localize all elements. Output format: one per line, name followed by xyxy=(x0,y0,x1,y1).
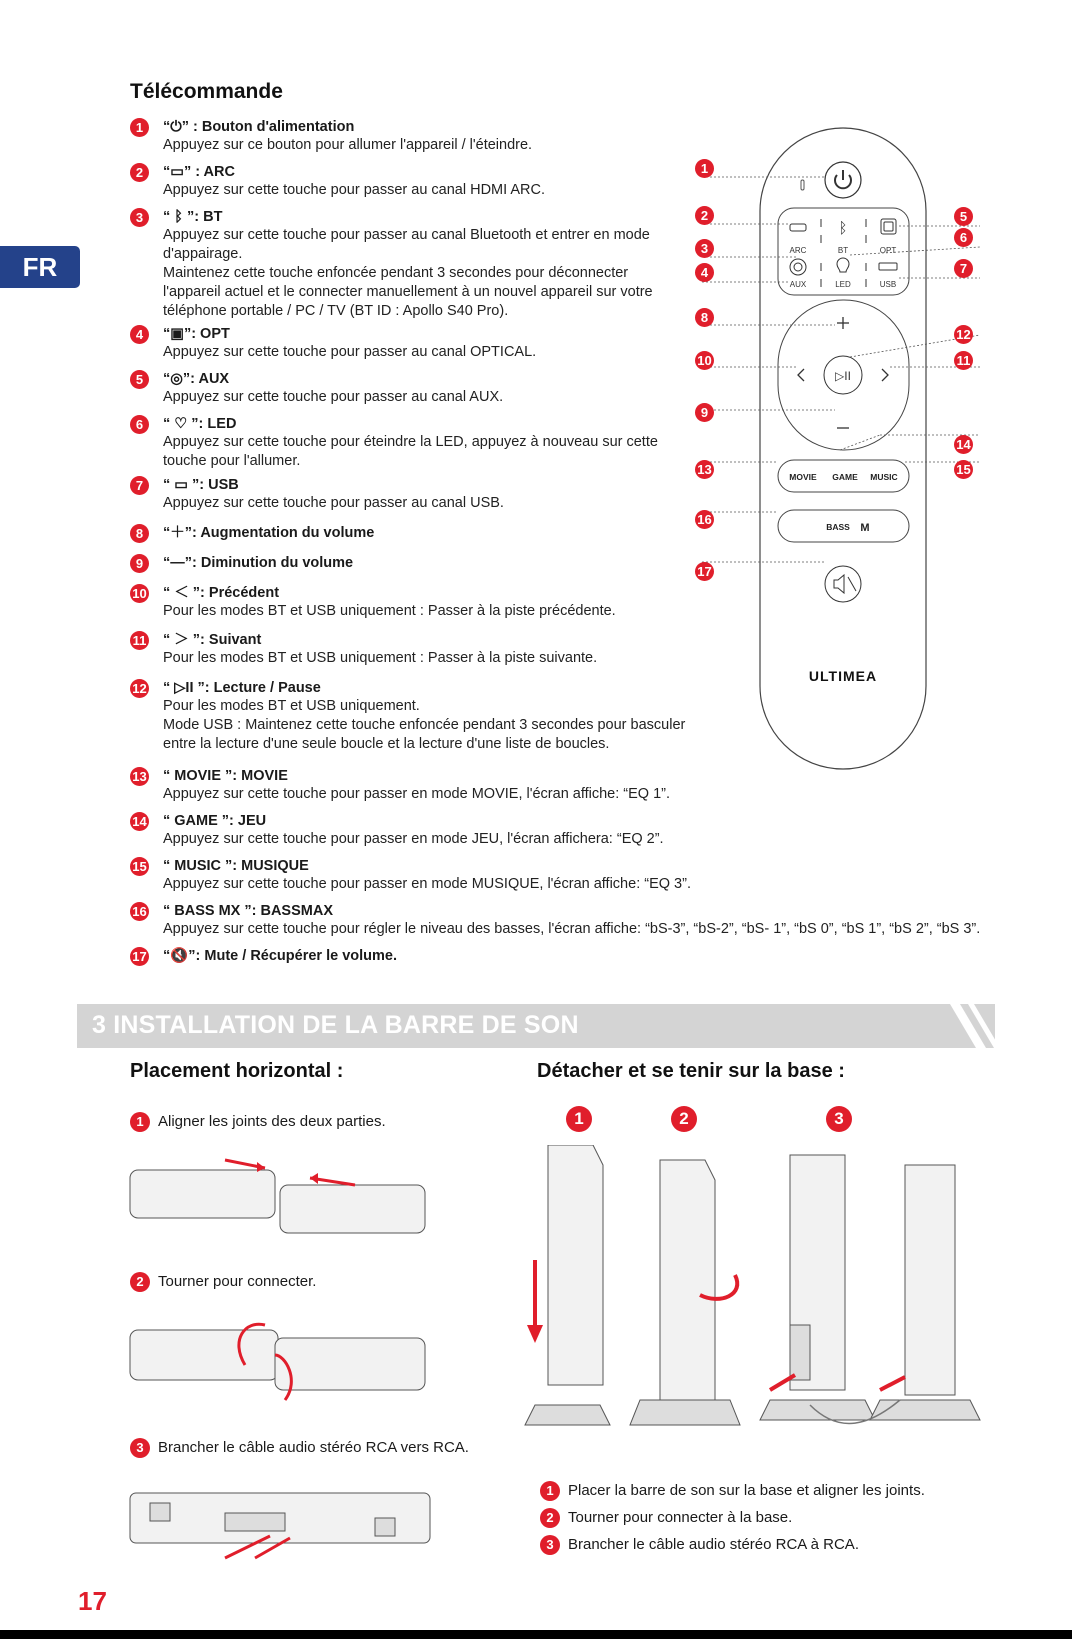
item-number: 3 xyxy=(130,208,149,227)
item-desc-line: Pour les modes BT et USB uniquement : Passer à la piste suivante. xyxy=(163,650,598,666)
item-desc-line: Appuyez sur ce bouton pour allumer l'appareil / l'éteindre. xyxy=(163,137,533,153)
svg-text:ᛒ: ᛒ xyxy=(838,220,848,237)
step-text: Tourner pour connecter. xyxy=(158,1272,317,1290)
item-number: 1 xyxy=(130,118,149,137)
item-title: “ ＞ ”: Suivant xyxy=(163,632,262,648)
item-desc-line: Pour les modes BT et USB uniquement : Passer à la piste précédente. xyxy=(163,603,616,619)
led-label: LED xyxy=(835,280,851,289)
item-number: 13 xyxy=(130,767,149,786)
item-desc-line: téléphone portable / PC / TV (BT ID : Apollo S40 Pro). xyxy=(163,303,509,319)
step-text: Brancher le câble audio stéréo RCA vers RCA. xyxy=(158,1438,469,1456)
item-desc-line: touche pour l'allumer. xyxy=(163,453,301,469)
aux-label: AUX xyxy=(789,280,807,289)
opt-label: OPT xyxy=(879,246,897,255)
vertical-stand-illustration xyxy=(520,1145,990,1445)
item-title: “ ᛒ ”: BT xyxy=(163,209,223,225)
item-number: 16 xyxy=(130,902,149,921)
vertical-step-1 xyxy=(540,1481,925,1501)
item-title: “▭” : ARC xyxy=(163,164,235,180)
callout-1: 1 xyxy=(695,159,714,178)
item-desc-line: Appuyez sur cette touche pour passer au canal Bluetooth et entrer en mode xyxy=(163,227,650,243)
callout-5: 5 xyxy=(954,207,973,226)
callout-17: 17 xyxy=(695,562,714,581)
item-title: “＋”: Augmentation du volume xyxy=(163,525,375,541)
item-title: “ ▭ ”: USB xyxy=(163,477,239,493)
item-desc-line: Appuyez sur cette touche pour passer au canal HDMI ARC. xyxy=(163,182,546,198)
horizontal-title: Placement horizontal : xyxy=(130,1060,344,1082)
figure-number-3: 3 xyxy=(826,1106,852,1132)
item-title: “ MUSIC ”: MUSIQUE xyxy=(163,858,309,874)
svg-text:M: M xyxy=(860,522,870,534)
step-text: Brancher le câble audio stéréo RCA à RCA. xyxy=(568,1535,859,1553)
figure-number-1: 1 xyxy=(566,1106,592,1132)
item-number: 5 xyxy=(130,370,149,389)
callout-13: 13 xyxy=(695,460,714,479)
item-number: 7 xyxy=(130,476,149,495)
item-desc-line: Mode USB : Maintenez cette touche enfoncée pendant 3 secondes pour basculer xyxy=(163,717,686,733)
brand-label: ULTIMEA xyxy=(808,668,878,684)
svg-text:▷II: ▷II xyxy=(835,369,851,383)
bass-label: BASS xyxy=(826,522,850,532)
callout-8: 8 xyxy=(695,308,714,327)
item-number: 9 xyxy=(130,554,149,573)
install-section-title: 3 INSTALLATION DE LA BARRE DE SON xyxy=(92,1011,579,1039)
align-parts-illustration xyxy=(125,1150,445,1245)
step-number: 1 xyxy=(540,1481,560,1501)
item-title: “ BASS MX ”: BASSMAX xyxy=(163,903,333,919)
callout-9: 9 xyxy=(695,403,714,422)
item-number: 14 xyxy=(130,812,149,831)
bt-label: BT xyxy=(837,246,849,255)
bottom-rule xyxy=(0,1630,1072,1639)
vertical-step-2 xyxy=(540,1508,792,1528)
step-text: Aligner les joints des deux parties. xyxy=(158,1112,386,1130)
item-number: 15 xyxy=(130,857,149,876)
callout-2: 2 xyxy=(695,206,714,225)
item-title: “▣”: OPT xyxy=(163,326,230,342)
item-number: 4 xyxy=(130,325,149,344)
item-number: 8 xyxy=(130,524,149,543)
usb-label: USB xyxy=(879,280,897,289)
item-number: 10 xyxy=(130,584,149,603)
remote-section-title: Télécommande xyxy=(130,80,283,103)
item-title: “ ♡ ”: LED xyxy=(163,416,237,432)
horizontal-step-1 xyxy=(130,1112,386,1132)
callout-3: 3 xyxy=(695,239,714,258)
callout-15: 15 xyxy=(954,460,973,479)
item-desc-line: entre la lecture d'une seule boucle et la lecture d'une liste de boucles. xyxy=(163,736,610,752)
horizontal-step-2 xyxy=(130,1272,316,1292)
item-desc-line: Appuyez sur cette touche pour passer en mode MUSIQUE, l'écran affiche: “EQ 3”. xyxy=(163,876,691,892)
rotate-connect-illustration xyxy=(125,1310,445,1420)
item-number: 12 xyxy=(130,679,149,698)
item-title: “◎”: AUX xyxy=(163,371,230,387)
step-text: Tourner pour connecter à la base. xyxy=(568,1508,793,1526)
band-stripes-icon xyxy=(950,1004,1000,1048)
horizontal-step-3 xyxy=(130,1438,469,1458)
step-text: Placer la barre de son sur la base et aligner les joints. xyxy=(568,1481,925,1499)
item-title: “ MOVIE ”: MOVIE xyxy=(163,768,288,784)
item-desc-line: d'appairage. xyxy=(163,246,243,262)
callout-7: 7 xyxy=(954,259,973,278)
item-desc-line: Appuyez sur cette touche pour passer en mode JEU, l'écran affichera: “EQ 2”. xyxy=(163,831,664,847)
step-number: 2 xyxy=(540,1508,560,1528)
item-title: “ GAME ”: JEU xyxy=(163,813,267,829)
step-number: 1 xyxy=(130,1112,150,1132)
item-desc-line: l'appareil actuel et le connecter manuellement à un nouvel appareil sur votre xyxy=(163,284,653,300)
step-number: 3 xyxy=(130,1438,150,1458)
callout-14: 14 xyxy=(954,435,973,454)
callout-6: 6 xyxy=(954,228,973,247)
item-desc-line: Appuyez sur cette touche pour passer au canal USB. xyxy=(163,495,504,511)
item-number: 11 xyxy=(130,631,149,650)
vertical-step-3 xyxy=(540,1535,859,1555)
callout-12: 12 xyxy=(954,325,973,344)
item-title: “⏻” : Bouton d'alimentation xyxy=(163,119,355,135)
item-number: 2 xyxy=(130,163,149,182)
step-number: 3 xyxy=(540,1535,560,1555)
music-label: MUSIC xyxy=(870,472,898,482)
item-title: “ ▷II ”: Lecture / Pause xyxy=(163,680,321,696)
callout-16: 16 xyxy=(695,510,714,529)
callout-10: 10 xyxy=(695,351,714,370)
callout-11: 11 xyxy=(954,351,973,370)
game-label: GAME xyxy=(832,472,858,482)
item-title: “ ＜ ”: Précédent xyxy=(163,585,280,601)
arc-label: ARC xyxy=(789,246,807,255)
item-desc-line: Appuyez sur cette touche pour passer au canal OPTICAL. xyxy=(163,344,537,360)
item-desc-line: Maintenez cette touche enfoncée pendant 3 secondes pour déconnecter xyxy=(163,265,629,281)
item-desc-line: Appuyez sur cette touche pour éteindre la LED, appuyez à nouveau sur cette xyxy=(163,434,658,450)
rca-cable-illustration xyxy=(125,1478,445,1568)
vertical-title: Détacher et se tenir sur la base : xyxy=(537,1060,845,1082)
item-number: 17 xyxy=(130,947,149,966)
callout-4: 4 xyxy=(695,263,714,282)
step-number: 2 xyxy=(130,1272,150,1292)
page-number: 17 xyxy=(78,1586,107,1616)
item-number: 6 xyxy=(130,415,149,434)
figure-number-2: 2 xyxy=(671,1106,697,1132)
item-desc-line: Appuyez sur cette touche pour régler le niveau des basses, l'écran affiche: “bS-3”, “bS-2”, “bS- 1”, “bS 0”, “bS 1”, “bS 2”, “bS 3”. xyxy=(163,921,981,937)
item-title: “🔇”: Mute / Récupérer le volume. xyxy=(163,948,397,964)
item-title: “—”: Diminution du volume xyxy=(163,555,354,571)
movie-label: MOVIE xyxy=(789,472,817,482)
language-tab: FR xyxy=(0,246,80,288)
item-desc-line: Appuyez sur cette touche pour passer au canal AUX. xyxy=(163,389,504,405)
item-desc-line: Pour les modes BT et USB uniquement. xyxy=(163,698,420,714)
item-desc-line: Appuyez sur cette touche pour passer en mode MOVIE, l'écran affiche: “EQ 1”. xyxy=(163,786,671,802)
